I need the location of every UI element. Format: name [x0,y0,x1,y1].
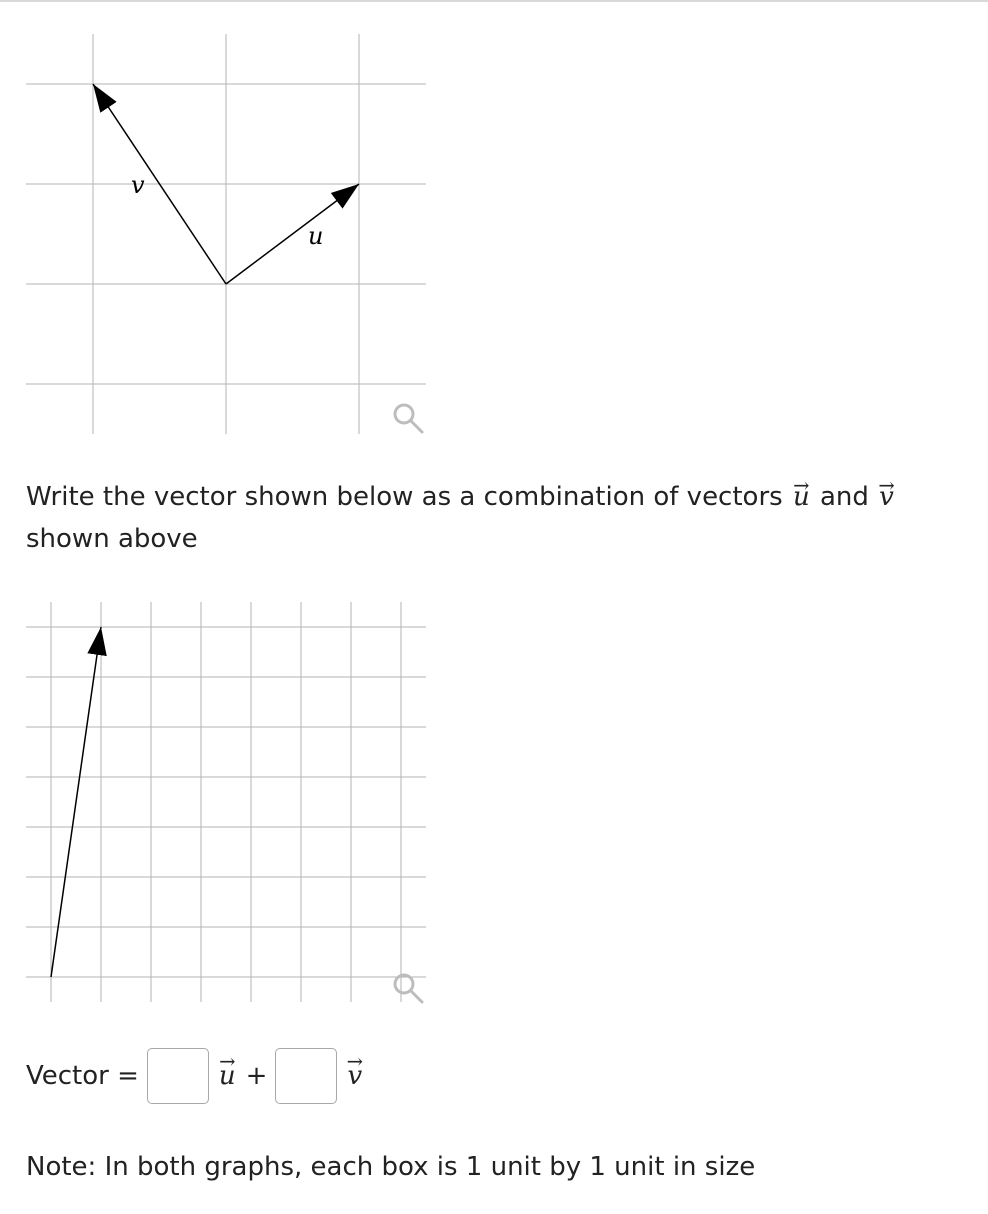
prompt-and: and [811,482,878,512]
coefficient-u-input[interactable] [147,1048,209,1104]
magnifier-icon[interactable] [395,975,422,1002]
vector-u-label: u [308,222,324,250]
v-vector-symbol: → v [345,1061,364,1091]
prompt-text-end: shown above [26,524,198,554]
u-vector-symbol: → u [217,1061,238,1091]
vector-equals-label: Vector = [26,1061,139,1091]
u-vector-symbol: → u [791,476,812,518]
plus-sign: + [245,1061,268,1091]
prompt-text: Write the vector shown below as a combination of vectors [26,482,791,512]
target-vector-arrow [51,627,101,977]
note-text: Note: In both graphs, each box is 1 unit by 1 unit in size [26,1152,756,1182]
v-vector-symbol: → v [877,476,896,518]
coefficient-v-input[interactable] [275,1048,337,1104]
vector-v-label: v [131,171,145,199]
grid [26,602,426,1002]
answer-row [26,1046,364,1106]
